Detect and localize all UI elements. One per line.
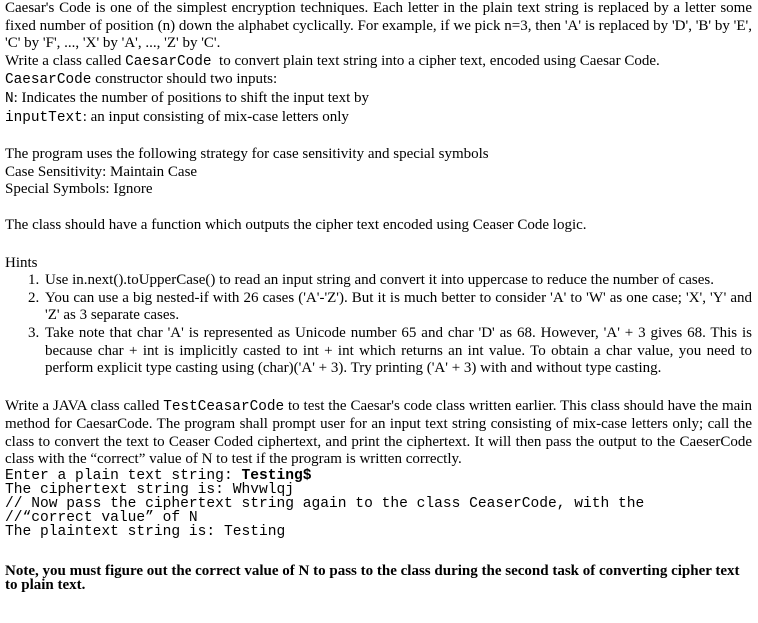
console-line: The plaintext string is: Testing — [5, 524, 286, 541]
special-symbols-line: Special Symbols: Ignore — [5, 181, 153, 198]
console-user-input: Testing$ — [241, 468, 312, 485]
test-class-text: Write a JAVA class called — [5, 397, 164, 414]
param-n-code: N — [5, 90, 14, 107]
class-definition-line — [5, 53, 752, 72]
test-class-rest: to test the Caesar's code class written earlier. This class should have the main method for CaesarCode. The program shall prompt user for an input text string consisting of mix-case letters only; call the class to convert the text to Ceaser Coded ciphertext, and print the ciphertext. It will then pass the output to the CaeserCode class with the “correct” value of N to test if the program is written correctly. — [5, 397, 752, 468]
console-comment: // Now pass the ciphertext string again to the class CeaserCode, with the — [5, 496, 645, 513]
hint-item: 2. You can use a big nested-if with 26 cases ('A'-'Z'). But it is much better to consider 'A' to 'W' as one case; 'X', 'Y' and 'Z' as 3 separate cases. — [43, 290, 752, 325]
spacer — [5, 127, 752, 146]
hint-item: 3. Take note that char 'A' is represented as Unicode number 65 and char 'D' as 68. However, 'A' + 3 gives 68. This is because char + int is implicitly casted to int + int which returns an int value. To obtain a char value, you need to perform explicit type casting using (char)('A' + 3). Try printing ('A' + 3) with and without type casting. — [43, 325, 752, 378]
hint-item: 1. Use in.next().toUpperCase() to read an input string and convert it into uppercase to reduce the number of cases. — [43, 272, 752, 290]
test-class-code: TestCeasarCode — [163, 398, 285, 415]
param-n-line — [5, 90, 752, 109]
console-line: The ciphertext string is: Whvwlqj — [5, 482, 295, 499]
strategy-line: The program uses the following strategy for case sensitivity and special symbols — [5, 146, 489, 163]
intro-paragraph: Caesar's Code is one of the simplest encryption techniques. Each letter in the plain text string is replaced by a letter some fixed number of position (n) down the alphabet cyclically. For example, if we pick n=3, then 'A' is replaced by 'D', 'B' by 'E', 'C' by 'F', ..., 'X' by 'A', ..., 'Z' by 'C'. — [5, 0, 752, 52]
param-n-text: : Indicates the number of positions to shift the input text by — [13, 89, 370, 106]
hints-label: Hints — [5, 254, 38, 271]
console-sample — [5, 469, 752, 539]
console-comment: //“correct value” of N — [5, 510, 198, 527]
class-definition-text: Write a class called — [5, 52, 126, 69]
constructor-text: constructor should two inputs: — [91, 71, 278, 88]
param-input-code: inputText — [5, 109, 83, 126]
param-input-text: : an input consisting of mix-case letters only — [82, 108, 349, 125]
spacer — [5, 199, 752, 217]
constructor-line — [5, 71, 752, 90]
function-line: The class should have a function which outputs the cipher text encoded using Ceaser Code logic. — [5, 216, 587, 233]
console-line — [5, 469, 752, 483]
spacer — [5, 378, 752, 398]
constructor-class-code: CaesarCode — [5, 72, 92, 89]
spacer — [5, 235, 752, 255]
test-class-paragraph — [5, 398, 752, 469]
class-name-code: CaesarCode — [125, 53, 212, 70]
hints-list — [5, 272, 752, 378]
param-input-line — [5, 109, 752, 128]
console-prompt: Enter a plain text string: — [5, 468, 242, 485]
note-paragraph: Note, you must figure out the correct value of N to pass to the class during the second task of converting cipher text to plain text. — [5, 563, 740, 594]
spacer — [5, 539, 752, 564]
class-definition-rest: to convert plain text string into a cipher text, encoded using Caesar Code. — [211, 52, 660, 69]
case-sensitivity-line: Case Sensitivity: Maintain Case — [5, 163, 198, 180]
